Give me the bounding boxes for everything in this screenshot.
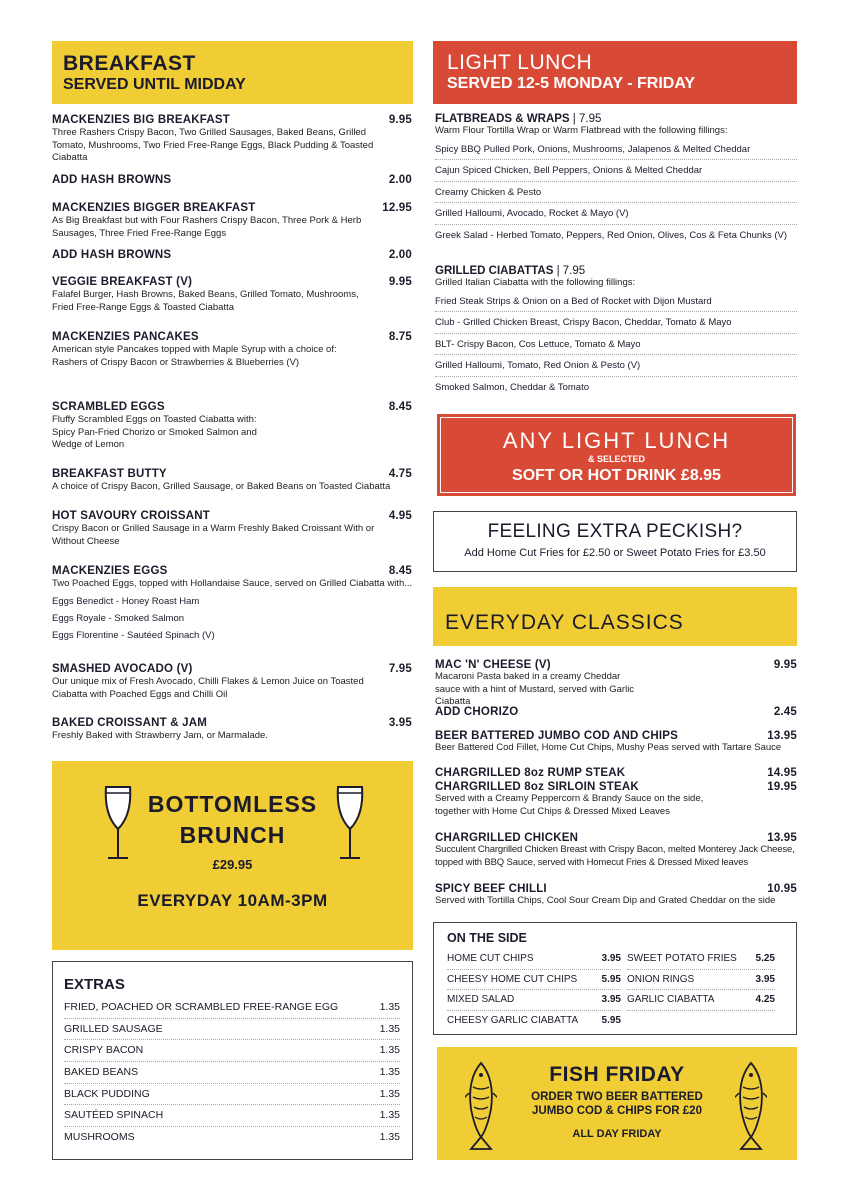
- item-name: SCRAMBLED EGGS: [52, 401, 165, 413]
- lunch-title: LIGHT LUNCH: [447, 51, 593, 74]
- breakfast-subtitle: SERVED UNTIL MIDDAY: [63, 76, 246, 93]
- item-desc: Fluffy Scrambled Eggs on Toasted Ciabatta with: Spicy Pan-Fried Chorizo or Smoked Salmon and Wedge of Lemon: [52, 414, 257, 450]
- item-desc: Our unique mix of Fresh Avocado, Chilli Flakes & Lemon Juice on Toasted Ciabatta with Poached Eggs and Chilli Oil: [52, 676, 364, 700]
- flatbread-filling: Greek Salad - Herbed Tomato, Peppers, Red Onion, Olives, Cos & Feta Chunks (V): [435, 229, 788, 241]
- item-price: 19.95: [767, 781, 797, 793]
- extras-title: EXTRAS: [64, 976, 125, 993]
- side-left-column: [447, 949, 621, 1031]
- extras-row: [64, 1127, 400, 1149]
- ciabattas-section: [435, 265, 797, 398]
- lunch-deal-banner: [437, 414, 796, 496]
- extras-name: BLACK PUDDING: [64, 1087, 150, 1100]
- item-name: BAKED CROISSANT & JAM: [52, 717, 207, 729]
- brunch-title-2: BRUNCH: [179, 822, 286, 848]
- brunch-promo: [52, 761, 413, 950]
- item-price: 8.45: [388, 401, 412, 413]
- side-item: [447, 949, 621, 970]
- item-name: MACKENZIES EGGS: [52, 565, 168, 577]
- extras-row: [64, 997, 400, 1019]
- item-price: 9.95: [773, 659, 797, 671]
- item-name: CHARGRILLED 8oz RUMP STEAK: [435, 767, 626, 779]
- side-price: 3.95: [755, 973, 775, 985]
- item-name: BREAKFAST BUTTY: [52, 468, 167, 480]
- side-item: [627, 990, 775, 1011]
- extras-name: FRIED, POACHED OR SCRAMBLED FREE-RANGE EGG: [64, 1001, 339, 1013]
- side-price: 4.25: [755, 994, 775, 1005]
- flatbread-filling: Grilled Halloumi, Avocado, Rocket & Mayo (V): [435, 203, 797, 225]
- eggs-options: [52, 593, 412, 644]
- menu-item: [52, 276, 412, 314]
- menu-item: [435, 706, 797, 718]
- menu-item: [435, 767, 797, 779]
- side-name: ONION RINGS: [627, 973, 695, 985]
- side-price: 5.95: [601, 1014, 621, 1026]
- fish-line-3: ALL DAY FRIDAY: [572, 1128, 662, 1140]
- extras-price: 1.35: [379, 1131, 400, 1144]
- extras-name: BAKED BEANS: [64, 1066, 139, 1079]
- side-name: HOME CUT CHIPS: [447, 953, 534, 964]
- lunch-header: [433, 41, 797, 104]
- extras-row: [64, 1084, 400, 1106]
- item-name: HOT SAVOURY CROISSANT: [52, 510, 210, 522]
- item-price: 2.00: [388, 249, 412, 261]
- item-name: SPICY BEEF CHILLI: [435, 883, 547, 895]
- item-name: ADD HASH BROWNS: [52, 249, 172, 261]
- side-title: ON THE SIDE: [447, 931, 527, 945]
- item-desc: Macaroni Pasta baked in a creamy Cheddar sauce with a hint of Mustard, served with Garlic Ciabatta: [435, 671, 635, 707]
- item-price: 8.45: [388, 565, 412, 577]
- side-name: SWEET POTATO FRIES: [627, 953, 737, 964]
- extras-row: [64, 1062, 400, 1084]
- side-name: GARLIC CIABATTA: [627, 994, 715, 1005]
- item-name: MACKENZIES BIG BREAKFAST: [52, 114, 230, 126]
- item-name: MAC 'N' CHEESE (V): [435, 659, 551, 671]
- menu-item: [52, 174, 412, 186]
- extras-price: 1.35: [379, 1001, 400, 1013]
- item-desc: Freshly Baked with Strawberry Jam, or Marmalade.: [52, 730, 268, 741]
- side-price: 3.95: [601, 994, 621, 1005]
- lunch-subtitle: SERVED 12-5 MONDAY - FRIDAY: [447, 75, 696, 92]
- deal-line-2: & SELECTED: [587, 454, 645, 464]
- side-name: MIXED SALAD: [447, 994, 515, 1005]
- item-desc: Crispy Bacon or Grilled Sausage in a Warm Freshly Baked Croissant With or Without Cheese: [52, 523, 375, 547]
- menu-item: [52, 663, 412, 701]
- side-item: [627, 949, 775, 970]
- item-name: MACKENZIES PANCAKES: [52, 331, 199, 343]
- side-item: [447, 1011, 621, 1032]
- item-price: 9.95: [388, 276, 412, 288]
- deal-line-1: ANY LIGHT LUNCH: [502, 428, 731, 453]
- side-right-column: [627, 949, 775, 1011]
- extras-name: CRISPY BACON: [64, 1044, 144, 1057]
- menu-item: [435, 659, 797, 709]
- menu-item: [52, 565, 412, 644]
- peckish-box: [433, 511, 797, 572]
- side-item: [447, 990, 621, 1011]
- menu-item: [52, 331, 412, 369]
- item-name: SMASHED AVOCADO (V): [52, 663, 193, 675]
- item-desc: Three Rashers Crispy Bacon, Two Grilled Sausages, Baked Beans, Grilled Tomato, Mushrooms, Two Fried Free-Range Eggs, Black Pudding & Toasted Ciabatta: [52, 127, 374, 163]
- extras-name: GRILLED SAUSAGE: [64, 1022, 163, 1035]
- extras-name: SAUTÉED SPINACH: [64, 1109, 164, 1122]
- menu-item: [435, 781, 797, 818]
- ciabatta-filling: Club - Grilled Chicken Breast, Crispy Bacon, Cheddar, Tomato & Mayo: [435, 312, 797, 334]
- extras-price: 1.35: [379, 1109, 400, 1122]
- ciabattas-desc: Grilled Italian Ciabatta with the following fillings:: [435, 277, 636, 288]
- fish-friday-promo: [437, 1047, 797, 1160]
- item-price: 14.95: [767, 767, 797, 779]
- side-name: CHEESY GARLIC CIABATTA: [447, 1014, 579, 1026]
- extras-row: [64, 1105, 400, 1127]
- extras-price: 1.35: [379, 1044, 400, 1057]
- item-price: 9.95: [388, 114, 412, 126]
- extras-price: 1.35: [379, 1066, 400, 1079]
- item-desc: Served with Tortilla Chips, Cool Sour Cream Dip and Grated Cheddar on the side: [435, 895, 776, 906]
- extras-price: 1.35: [379, 1087, 400, 1100]
- menu-item: [435, 730, 797, 755]
- flatbreads-section: [435, 113, 797, 246]
- menu-item: [52, 114, 412, 165]
- item-desc: American style Pancakes topped with Maple Syrup with a choice of: Rashers of Crispy Bacon or Strawberries & Blueberries (V): [52, 344, 337, 368]
- item-name: MACKENZIES BIGGER BREAKFAST: [52, 202, 256, 214]
- menu-item: [435, 832, 797, 869]
- brunch-price: £29.95: [212, 857, 253, 872]
- item-price: 10.95: [767, 883, 797, 895]
- menu-item: [52, 249, 412, 261]
- side-price: 3.95: [601, 953, 621, 964]
- classics-title: EVERYDAY CLASSICS: [445, 611, 684, 634]
- menu-item: [52, 717, 412, 743]
- item-name: ADD HASH BROWNS: [52, 174, 172, 186]
- ciabatta-filling: BLT- Crispy Bacon, Cos Lettuce, Tomato & Mayo: [435, 334, 797, 356]
- flatbread-filling: Cajun Spiced Chicken, Bell Peppers, Onions & Melted Cheddar: [435, 160, 797, 182]
- extras-box: [52, 961, 413, 1160]
- eggs-option: Eggs Royale - Smoked Salmon: [52, 612, 185, 624]
- peckish-title: FEELING EXTRA PECKISH?: [487, 521, 743, 542]
- side-price: 5.95: [601, 973, 621, 985]
- peckish-text: Add Home Cut Fries for £2.50 or Sweet Potato Fries for £3.50: [464, 547, 766, 559]
- item-price: 8.75: [388, 331, 412, 343]
- menu-item: [52, 510, 412, 548]
- flatbreads-title: FLATBREADS & WRAPS: [435, 113, 570, 125]
- item-price: 4.95: [388, 510, 412, 522]
- side-box: [433, 922, 797, 1035]
- fish-line-2: JUMBO COD & CHIPS FOR £20: [532, 1105, 702, 1117]
- deal-line-3: SOFT OR HOT DRINK £8.95: [512, 467, 721, 484]
- item-desc: Two Poached Eggs, topped with Hollandaise Sauce, served on Grilled Ciabatta with...: [52, 578, 412, 589]
- item-desc: As Big Breakfast but with Four Rashers Crispy Bacon, Three Pork & Herb Sausages, Three Fried Free-Range Eggs: [52, 215, 362, 239]
- extras-row: [64, 1040, 400, 1062]
- item-price: 4.75: [388, 468, 412, 480]
- item-price: 13.95: [767, 832, 797, 844]
- side-price: 5.25: [755, 953, 775, 964]
- fish-line-1: ORDER TWO BEER BATTERED: [531, 1091, 703, 1103]
- flatbreads-price: | 7.95: [572, 113, 602, 125]
- item-price: 3.95: [388, 717, 412, 729]
- side-item: [627, 970, 775, 991]
- item-price: 7.95: [388, 663, 412, 675]
- eggs-option: Eggs Benedict - Honey Roast Ham: [52, 595, 200, 607]
- brunch-hours: EVERYDAY 10AM-3PM: [137, 891, 328, 910]
- breakfast-title: BREAKFAST: [63, 52, 196, 75]
- ciabattas-title: GRILLED CIABATTAS: [435, 265, 554, 277]
- ciabatta-filling: Grilled Halloumi, Tomato, Red Onion & Pesto (V): [435, 355, 797, 377]
- menu-item: [52, 468, 412, 494]
- eggs-option: Eggs Florentine - Sautéed Spinach (V): [52, 629, 215, 641]
- item-desc: Falafel Burger, Hash Browns, Baked Beans, Grilled Tomato, Mushrooms, Fried Free-Range Eggs & Toasted Ciabatta: [52, 289, 359, 313]
- flatbreads-desc: Warm Flour Tortilla Wrap or Warm Flatbread with the following fillings:: [435, 125, 728, 136]
- flatbread-filling: Creamy Chicken & Pesto: [435, 182, 797, 204]
- item-desc: A choice of Crispy Bacon, Grilled Sausage, or Baked Beans on Toasted Ciabatta: [52, 481, 391, 492]
- item-desc: Served with a Creamy Peppercorn & Brandy Sauce on the side, together with Home Cut Chips & Dressed Mixed Leaves: [435, 793, 704, 817]
- item-price: 13.95: [767, 730, 797, 742]
- item-name: BEER BATTERED JUMBO COD AND CHIPS: [435, 730, 679, 742]
- brunch-title: BOTTOMLESS: [147, 791, 318, 817]
- item-desc: Beer Battered Cod Fillet, Home Cut Chips, Mushy Peas served with Tartare Sauce: [435, 742, 782, 753]
- ciabatta-filling: Fried Steak Strips & Onion on a Bed of Rocket with Dijon Mustard: [435, 291, 797, 313]
- item-price: 2.00: [388, 174, 412, 186]
- item-name: CHARGRILLED 8oz SIRLOIN STEAK: [435, 781, 639, 793]
- item-name: CHARGRILLED CHICKEN: [435, 832, 579, 844]
- classics-header: [433, 587, 797, 646]
- ciabattas-price: | 7.95: [556, 265, 586, 277]
- fish-title: FISH FRIDAY: [549, 1063, 685, 1086]
- ciabatta-filling: Smoked Salmon, Cheddar & Tomato: [435, 381, 590, 393]
- item-price: 2.45: [773, 706, 797, 718]
- item-name: VEGGIE BREAKFAST (V): [52, 276, 193, 288]
- side-item: [447, 970, 621, 991]
- menu-item: [435, 883, 797, 908]
- extras-name: MUSHROOMS: [64, 1131, 135, 1144]
- extras-row: [64, 1019, 400, 1041]
- item-desc: Succulent Chargrilled Chicken Breast with Crispy Bacon, melted Monterey Jack Cheese, topped with BBQ Sauce, served with Homecut Fries & Dressed Mixed leaves: [435, 844, 795, 868]
- extras-price: 1.35: [379, 1022, 400, 1035]
- breakfast-header: [52, 41, 413, 104]
- flatbread-filling: Spicy BBQ Pulled Pork, Onions, Mushrooms, Jalapenos & Melted Cheddar: [435, 139, 797, 161]
- item-price: 12.95: [382, 202, 412, 214]
- side-name: CHEESY HOME CUT CHIPS: [447, 973, 578, 985]
- menu-item: [52, 401, 412, 452]
- menu-item: [52, 202, 412, 240]
- item-name: ADD CHORIZO: [435, 706, 519, 718]
